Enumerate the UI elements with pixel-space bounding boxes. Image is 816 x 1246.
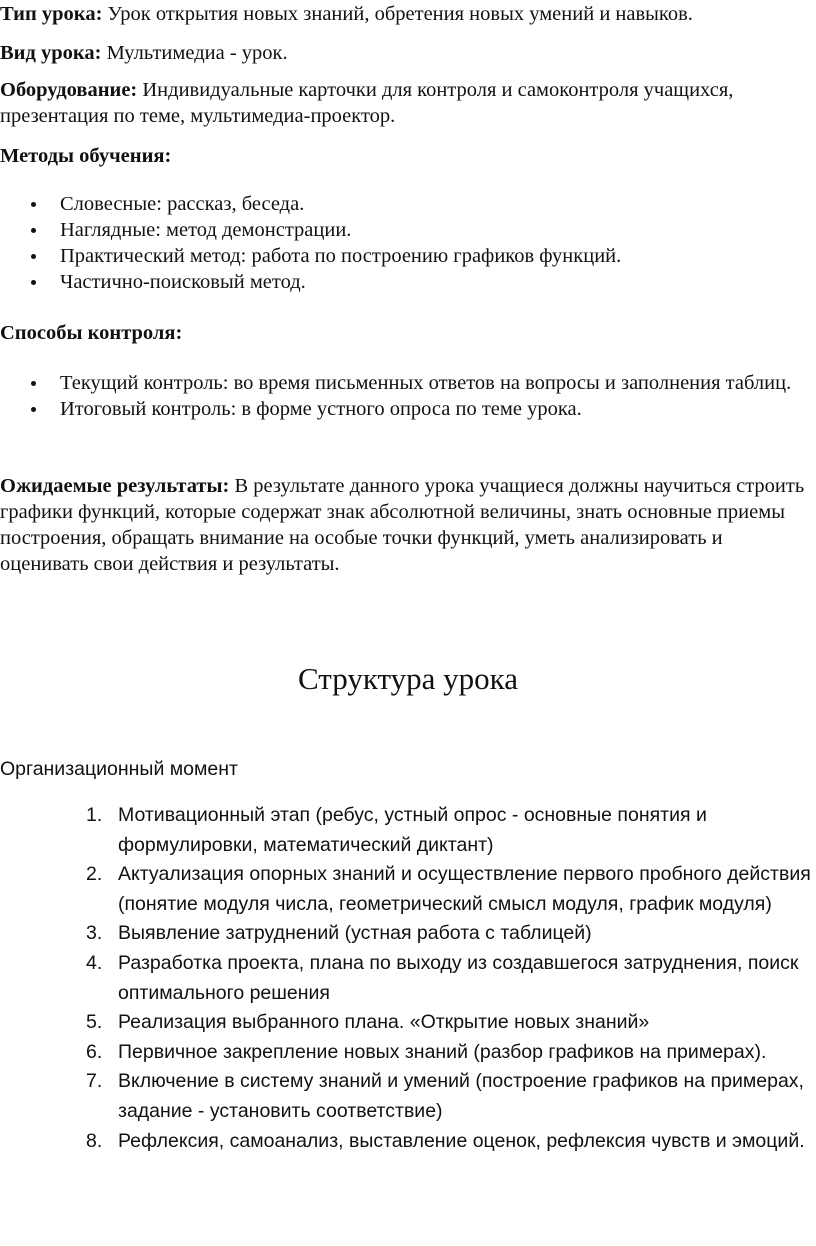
step-text: Разработка проекта, плана по выходу из создавшегося затруднения, поиск оптимального решения xyxy=(118,951,799,1004)
list-item xyxy=(0,1127,816,1157)
lesson-type-line xyxy=(0,1,812,27)
step-number: 5. xyxy=(86,1011,103,1034)
methods-list xyxy=(0,191,812,295)
step-number: 3. xyxy=(86,922,103,945)
lesson-kind-value: Мультимедиа - урок. xyxy=(101,42,288,64)
list-item: Практический метод: работа по построению графиков функций. xyxy=(0,243,812,269)
list-item xyxy=(0,1008,816,1038)
lesson-type-value: Урок открытия новых знаний, обретения новых умений и навыков. xyxy=(102,3,693,25)
step-number: 2. xyxy=(86,863,103,886)
expected-results-text: В результате данного урока учащиеся должны научиться строить графики функций, которые содержат знак абсолютной величины, знать основные приемы построения, обращать внимание на особые точки функций, уметь анализировать и оценивать свои действия и результаты. xyxy=(0,475,805,575)
step-number: 1. xyxy=(86,804,103,826)
control-heading: Способы контроля: xyxy=(0,322,183,344)
org-moment-line: Организационный момент xyxy=(0,758,238,780)
step-number: 8. xyxy=(86,1129,103,1152)
step-number: 7. xyxy=(86,1070,103,1093)
list-item xyxy=(0,949,816,1008)
structure-steps-list xyxy=(0,801,816,1156)
lesson-kind-label: Вид урока: xyxy=(0,42,102,64)
list-item: Словесные: рассказ, беседа. xyxy=(0,191,812,217)
control-list xyxy=(0,370,812,422)
list-item xyxy=(0,919,816,949)
step-text: Реализация выбранного плана. «Открытие новых знаний» xyxy=(118,1011,650,1034)
lesson-kind-line xyxy=(0,40,812,66)
step-text: Актуализация опорных знаний и осуществление первого пробного действия (понятие модуля числа, геометрический смысл модуля, график модуля) xyxy=(118,863,811,915)
list-item: Частично-поисковый метод. xyxy=(0,269,812,295)
lesson-type-label: Тип урока: xyxy=(0,3,103,25)
step-text: Мотивационный этап (ребус, устный опрос - основные понятия и формулировки, математический диктант) xyxy=(118,804,707,856)
list-item xyxy=(0,1067,816,1126)
expected-results-paragraph xyxy=(0,473,812,577)
step-number: 4. xyxy=(86,951,103,974)
step-text: Первичное закрепление новых знаний (разбор графиков на примерах). xyxy=(118,1040,767,1063)
equipment-paragraph xyxy=(0,77,812,129)
methods-heading: Методы обучения: xyxy=(0,145,172,167)
step-text: Рефлексия, самоанализ, выставление оценок, рефлексия чувств и эмоций. xyxy=(118,1129,805,1152)
step-number: 6. xyxy=(86,1040,103,1063)
equipment-value: Индивидуальные карточки для контроля и самоконтроля учащихся, презентация по теме, мультимедиа-проектор. xyxy=(0,79,734,127)
list-item: Итоговый контроль: в форме устного опроса по теме урока. xyxy=(0,396,812,422)
list-item xyxy=(0,1038,816,1068)
list-item: Текущий контроль: во время письменных ответов на вопросы и заполнения таблиц. xyxy=(0,370,812,396)
expected-results-label: Ожидаемые результаты: xyxy=(0,475,230,497)
list-item xyxy=(0,860,816,919)
list-item: Наглядные: метод демонстрации. xyxy=(0,217,812,243)
list-item xyxy=(0,801,816,860)
structure-title: Структура урока xyxy=(298,661,518,696)
step-text: Выявление затруднений (устная работа с таблицей) xyxy=(118,922,592,945)
step-text: Включение в систему знаний и умений (построение графиков на примерах, задание - установить соответствие) xyxy=(118,1070,804,1122)
equipment-label: Оборудование: xyxy=(0,79,138,101)
